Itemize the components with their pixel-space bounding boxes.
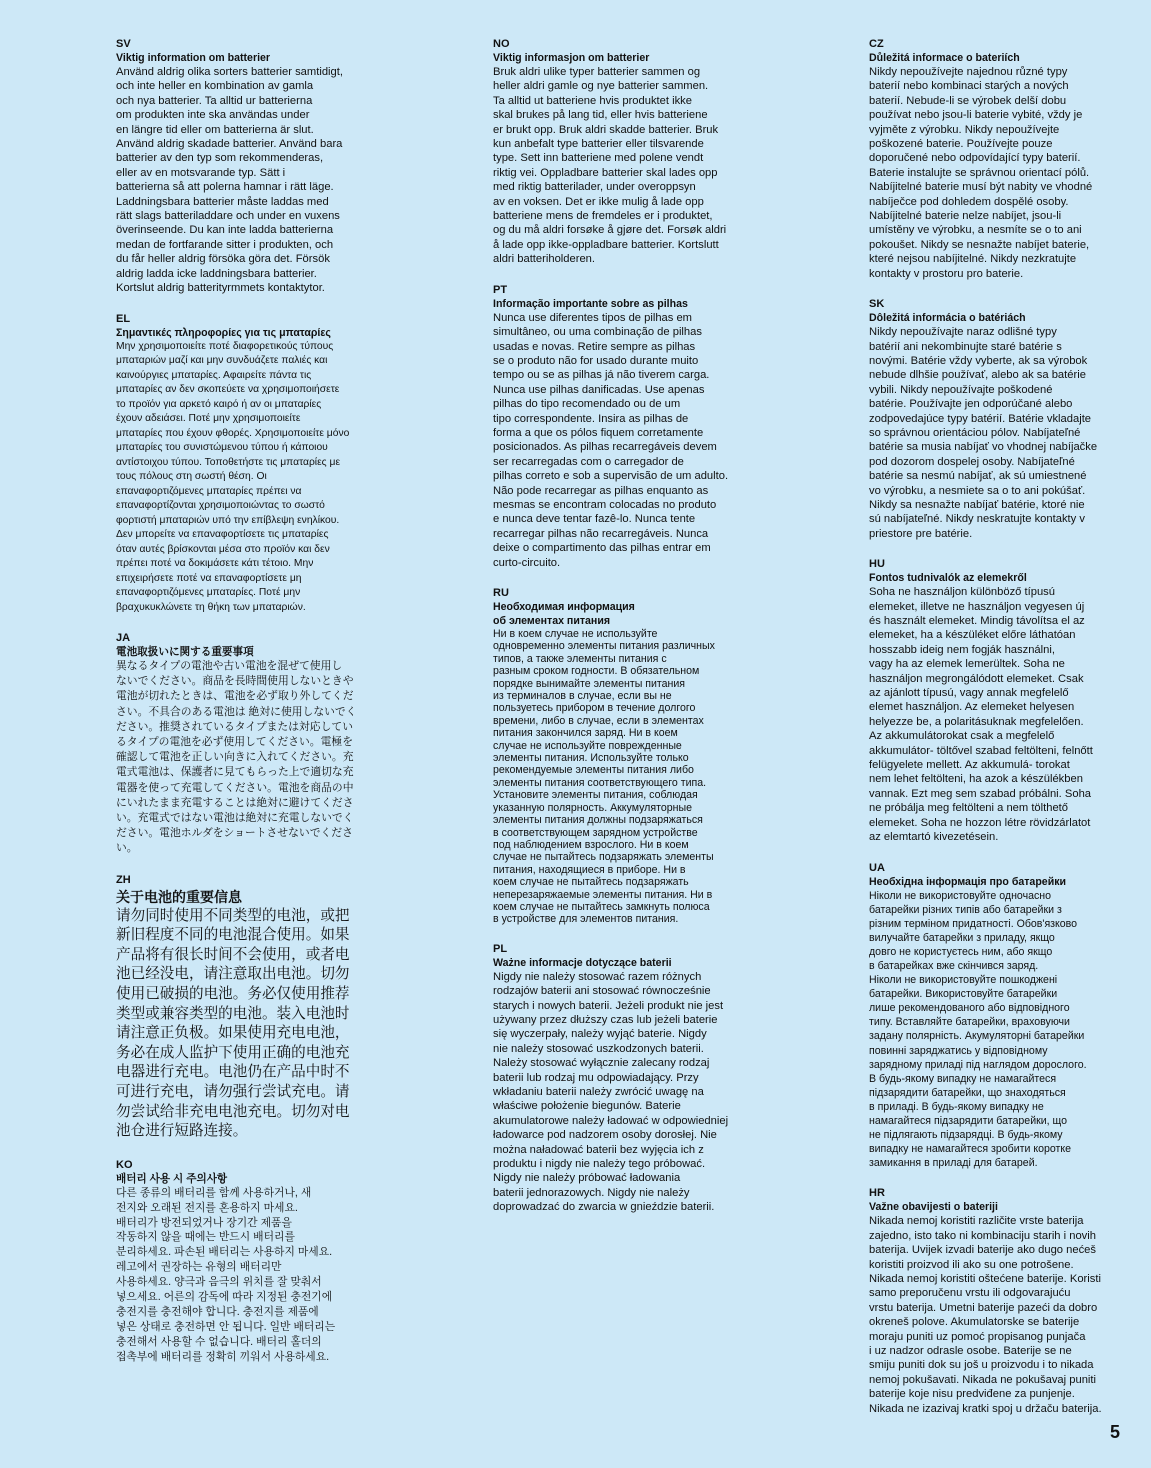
section-body: Bruk aldri ulike typer batterier sammen og heller aldri gamle og nye batterier sammen. Ta alltid ut batteriene hvis produktet ikke skal brukes på lang tid, eller hvis batteriene er brukt opp. Bruk aldri skadde batterier. Bruk kun anbefalt type batterier eller tilsvarende type. Sett inn batteriene med polene vendt riktig vei. Oppladbare batterier skal lades opp med riktig batterilader, under overoppsyn av en voksen. Det er ikke mulig å lade opp batteriene mens de fremdeles er i produktet, og du må aldri forsøke å gjøre det. Forsøk aldri å lade opp ikke-oppladbare batterier. Kortslutt aldri batteriholderen. (493, 66, 727, 266)
section-title: Informação importante sobre as pilhas (493, 297, 688, 310)
section-ja (116, 632, 374, 857)
language-code: ZH (116, 873, 131, 886)
section-sk (869, 298, 1129, 541)
page-number: 5 (1110, 1422, 1121, 1442)
section-zh (116, 874, 374, 1142)
section-title: Fontos tudnivalók az elemekről (869, 572, 1027, 585)
section-body: Nikdy nepoužívejte najednou různé typy baterií nebo kombinaci starých a nových baterií. Nebude-li se výrobek delší dobu používat nebo jsou-li baterie vybité, vždy je vyjměte z výrobku. Nikdy nepoužívejte poškozené baterie. Používejte pouze doporučené nebo odpovídající typy baterií. Baterie instalujte se správnou orientací pólů. Nabíjitelné baterie musí být nabity ve vhodné nabíječce pod dohledem dospělé osoby. Nabíjitelné baterie nelze nabíjet, jsou-li umístěny ve výrobku, a nesmíte se o to ani pokoušet. Nikdy se nesnažte nabíjet baterie, které nejsou nabíjitelné. Nikdy nezkratujte kontakty v prostoru pro baterie. (869, 66, 1093, 280)
section-ko (116, 1159, 374, 1365)
section-no (493, 38, 755, 267)
section-body: Nunca use diferentes tipos de pilhas em simultâneo, ou uma combinação de pilhas usadas e novas. Retire sempre as pilhas se o produto não for usado durante muito tempo ou se as pilhas já não tiverem carga. Nunca use pilhas danificadas. Use apenas pilhas do tipo recomendado ou de um tipo correspondente. Insira as pilhas de forma a que os pólos fiquem corretamente posicionados. As pilhas recarregáveis devem ser recarregadas com o carregador de pilhas correto e sob a supervisão de um adulto. Não pode recarregar as pilhas enquanto as mesmas se encontram colocadas no produto e nunca deve tentar fazê-lo. Nunca tente recarregar pilhas não recarregáveis. Nunca deixe o compartimento das pilhas entrar em curto-circuito. (493, 311, 729, 569)
section-title: Необходимая информация об элементах питания (493, 601, 635, 627)
language-code: EL (116, 312, 131, 325)
language-code: SK (869, 298, 885, 311)
section-body: Använd aldrig olika sorters batterier samtidigt, och inte heller en kombination av gamla och nya batterier. Ta alltid ur batterierna om produkten inte ska användas under en längre tid eller om batterierna är slut. Använd aldrig skadade batterier. Använd bara batterier av den typ som rekommenderas, eller av en motsvarande typ. Sätt i batterierna så att polerna hamnar i rätt läge. Laddningsbara batterier måste laddas med rätt slags batteriladdare och under en vuxens överinseende. Du kan inte ladda batterierna medan de fortfarande sitter i produkten, och du får heller aldrig försöka göra det. Försök aldrig ladda icke laddningsbara batterier. Kortslut aldrig batterityrmmets kontaktytor. (116, 66, 343, 295)
section-ru (493, 587, 755, 926)
language-code: SV (116, 38, 131, 50)
section-body: Ни в коем случае не используйте одновременно элементы питания различных типов, а также элементы питания с разным сроком годности. В обязательном порядке вынимайте элементы питания из терминалов в случае, если вы не пользуетесь прибором в течение долгого времени, либо в случае, если в элементах питания закончился заряд. Ни в коем случае не используйте поврежденные элементы питания. Используйте только рекомендуемые элементы питания либо элементы питания соответствующего типа. Установите элементы питания, соблюдая указанную полярность. Аккумуляторные элементы питания должны подзаряжаться в соответствующем зарядном устройстве под наблюдением взрослого. Ни в коем случае не пытайтесь подзаряжать элементы питания, находящиеся в приборе. Ни в коем случае не пытайтесь подзаряжать неперезаряжаемые элементы питания. Ни в коем случае не пытайтесь замкнуть полюса в устройстве для элементов питания. (493, 628, 715, 926)
section-body: Nikada nemoj koristiti različite vrste baterija zajedno, isto tako ni kombinaciju starih i novih baterija. Uvijek izvadi baterije ako dugo nećeš koristiti proizvod ili ako su one potrošene. Nikada nemoj koristiti oštećene baterije. Koristi samo preporučenu vrstu ili odgovarajuću vrstu baterija. Umetni baterije pazeći da dobro okreneš polove. Akumulatorske se baterije moraju puniti uz pomoć propisanog punjača i uz nadzor odrasle osobe. Baterije se ne smiju puniti dok su još u proizvodu i to nikada nemoj pokušavati. Nikada ne pokušavaj puniti baterije koje nisu predviđene za punjenje. Nikada ne izazivaj kratki spoj u držaču baterija. (869, 1215, 1102, 1415)
language-code: KO (116, 1158, 133, 1171)
language-code: PL (493, 942, 508, 955)
language-code: RU (493, 587, 509, 599)
section-hu (869, 558, 1129, 844)
section-title: 배터리 사용 시 주의사항 (116, 1172, 228, 1185)
language-code: JA (116, 632, 131, 644)
language-code: HU (869, 558, 885, 571)
section-cz (869, 38, 1129, 281)
section-title: Važne obavijesti o bateriji (869, 1201, 998, 1214)
section-ua (869, 862, 1129, 1171)
section-title: Důležitá informace o bateriích (869, 52, 1020, 64)
section-title: Viktig information om batterier (116, 52, 271, 64)
section-body: Soha ne használjon különböző típusú elemeket, illetve ne használjon vegyesen új és használt elemeket. Mindig távolítsa el az elemeket, ha a készüléket előre láthatóan hosszabb ideig nem fogják használni, vagy ha az elemek lemerültek. Soha ne használjon megrongálódott elemeket. Csak az ajánlott típusú, vagy annak megfelelő elemet használjon. Az elemeket helyesen helyezze be, a polaritásuknak megfelelően. Az akkumulátorokat csak a megfelelő akkumulátor- töltővel szabad feltölteni, felnőtt felügyelete mellett. Az akkumulá- torokat nem lehet feltölteni, ha azok a készülékben vannak. Ezt meg sem szabad próbálni. Soha ne próbálja meg feltölteni a nem tölthető elemeket. Soha ne hozzon létre rövidzárlatot az elemtartó kivezetésein. (869, 586, 1093, 844)
column-middle (493, 38, 755, 1232)
section-title: 電池取扱いに関する重要事項 (116, 646, 254, 658)
language-code: NO (493, 38, 510, 50)
section-body: Μην χρησιμοποιείτε ποτέ διαφορετικούς τύπους μπαταριών μαζί και μην συνδυάζετε παλιές και καινούργιες μπαταρίες. Αφαιρείτε πάντα τις μπαταρίες αν δεν σκοπεύετε να χρησιμοποιήσετε το προϊόν για αρκετό καιρό ή αν οι μπαταρίες έχουν αδειάσει. Ποτέ μην χρησιμοποιείτε μπαταρίες που έχουν φθορές. Χρησιμοποιείτε μόνο μπαταρίες του συνιστώμενου τύπου ή κάποιου αντίστοιχου τύπου. Τοποθετήστε τις μπαταρίες με τους πόλους στη σωστή θέση. Οι επαναφορτιζόμενες μπαταρίες πρέπει να επαναφορτίζονται χρησιμοποιώντας το σωστό φορτιστή μπαταριών υπό την επίβλεψη ενηλίκου. Δεν μπορείτε να επαναφορτίσετε τις μπαταρίες όταν αυτές βρίσκονται μέσα στο προϊόν και δεν πρέπει ποτέ να δοκιμάσετε κάτι τέτοιο. Μην επιχειρήσετε ποτέ να επαναφορτίσετε μη επαναφορτιζόμενες μπαταρίες. Ποτέ μην βραχυκυκλώνετε τη θήκη των μπαταριών. (116, 340, 350, 613)
section-body: 異なるタイプの電池や古い電池を混ぜて使用し ないでください。商品を長時間使用しないときや 電池が切れたときは、電池を必ず取り外してくだ さい。不具合のある電池は 絶対に使用しないでく ださい。推奨されているタイプまたは対応してい るタイプの電池を必ず使用してください。電極を 確認して電池を正しい向きに入れてください。充 電式電池は、保護者に見てもらった上で適切な充 電器を使って充電してください。電池を商品の中 にいれたまま充電することは絶対に避けてくださ い。充電式ではない電池は絶対に充電しないでく ださい。電池ホルダをショートさせないでください。 (116, 660, 357, 855)
section-title: Необхідна інформація про батарейки (869, 875, 1067, 888)
section-body: Nigdy nie należy stosować razem różnych rodzajów baterii ani stosować równocześnie starych i nowych baterii. Jeżeli produkt nie jest używany przez dłuższy czas lub jeżeli baterie się wyczerpały, należy wyjąć baterie. Nigdy nie należy stosować uszkodzonych baterii. Należy stosować wyłącznie zalecany rodzaj baterii lub rodzaj mu odpowiadający. Przy wkładaniu baterii należy zwrócić uwagę na właściwe położenie biegunów. Baterie akumulatorowe należy ładować w odpowiedniej ładowarce pod nadzorem osoby dorosłej. Nie można naładować baterii bez wyjęcia ich z produktu i nigdy nie należy tego próbować. Nigdy nie należy próbować ładowania baterii jednorazowych. Nigdy nie należy doprowadzać do zwarcia w gnieździe baterii. (493, 970, 729, 1214)
language-code: PT (493, 283, 508, 296)
column-left (116, 38, 374, 1382)
section-body: 请勿同时使用不同类型的电池，或把 新旧程度不同的电池混合使用。如果 产品将有很长时间不会使用，或者电 池已经没电，请注意取出电池。切勿 使用已破损的电池。务必仅使用推荐 类型或兼容类型的电池。装入电池时 请注意正负极。如果使用充电电池， 务必在成人监护下使用正确的电池充 电器进行充电。电池仍在产品中时不 可进行充电，请勿强行尝试充电。请 勿尝试给非充电电池充电。切勿对电 池仓进行短路连接。 (116, 907, 350, 1140)
section-body: 다른 종류의 배터리를 함께 사용하거나, 새 전지와 오래된 전지를 혼용하지 마세요. 배터리가 방전되었거나 장기간 제품을 작동하지 않을 때에는 반드시 배터리를 분리하세요. 파손된 배터리는 사용하지 마세요. 레고에서 권장하는 유형의 배터리만 사용하세요. 양극과 음극의 위치를 잘 맞춰서 넣으세요. 어른의 감독에 따라 지정된 충전기에 충전지를 충전해야 합니다. 충전지를 제품에 넣은 상태로 충전하면 안 됩니다. 일반 배터리는 충전해서 사용할 수 없습니다. 배터리 홀더의 접촉부에 배터리를 정확히 끼워서 사용하세요. (116, 1186, 336, 1363)
section-pt (493, 284, 755, 570)
section-title: Dôležitá informácia o batériách (869, 312, 1026, 325)
language-code: UA (869, 861, 885, 874)
section-body: Ніколи не використовуйте одночасно батарейки різних типів або батарейки з різним терміном придатності. Обов'язково вилучайте батарейки з приладу, якщо довго не користуєтесь ним, або якщо в батарейках вже скінчився заряд. Ніколи не використовуйте пошкоджені батарейки. Використовуйте батарейки лише рекомендованого або відповідного типу. Вставляйте батарейки, враховуючи задану полярність. Акумуляторні батарейки повинні заряджатись у відповідному зарядному приладі під наглядом дорослого. В будь-якому випадку не намагайтеся підзарядити батарейки, що знаходяться в приладі. В будь-якому випадку не намагайтеся підзарядити батарейки, що не підлягають підзарядці. В будь-якому випадку не намагайтеся зробити коротке замикання в приладі для батарей. (869, 889, 1087, 1170)
section-body: Nikdy nepoužívajte naraz odlišné typy batérií ani nekombinujte staré batérie s novými. Batérie vždy vyberte, ak sa výrobok nebude dlhšie používať, alebo ak sa batérie vybili. Nikdy nepoužívajte poškodené batérie. Používajte jen odporúčané alebo zodpovedajúce typy batérií. Batérie vkladajte so správnou orientáciou pólov. Nabíjateľné batérie sa musia nabíjať vo vhodnej nabíjačke pod dozorom dospelej osoby. Nabíjateľné batérie sa nesmú nabíjať, ak sú umiestnené vo výrobku, a nesmiete sa o to ani pokúšať. Nikdy sa nesnažte nabíjať batérie, ktoré nie sú nabíjateľné. Nikdy neskratujte kontakty v priestore pre batérie. (869, 326, 1098, 540)
language-code: CZ (869, 38, 884, 50)
column-right (869, 38, 1129, 1433)
language-code: HR (869, 1187, 885, 1200)
section-title: Viktig informasjon om batterier (493, 52, 650, 64)
section-hr (869, 1187, 1129, 1416)
section-pl (493, 943, 755, 1215)
section-title: 关于电池的重要信息 (116, 888, 242, 905)
section-title: Σημαντικές πληροφορίες για τις μπαταρίες (116, 326, 331, 339)
section-el (116, 313, 374, 616)
section-sv (116, 38, 374, 296)
section-title: Ważne informacje dotyczące baterii (493, 956, 672, 969)
